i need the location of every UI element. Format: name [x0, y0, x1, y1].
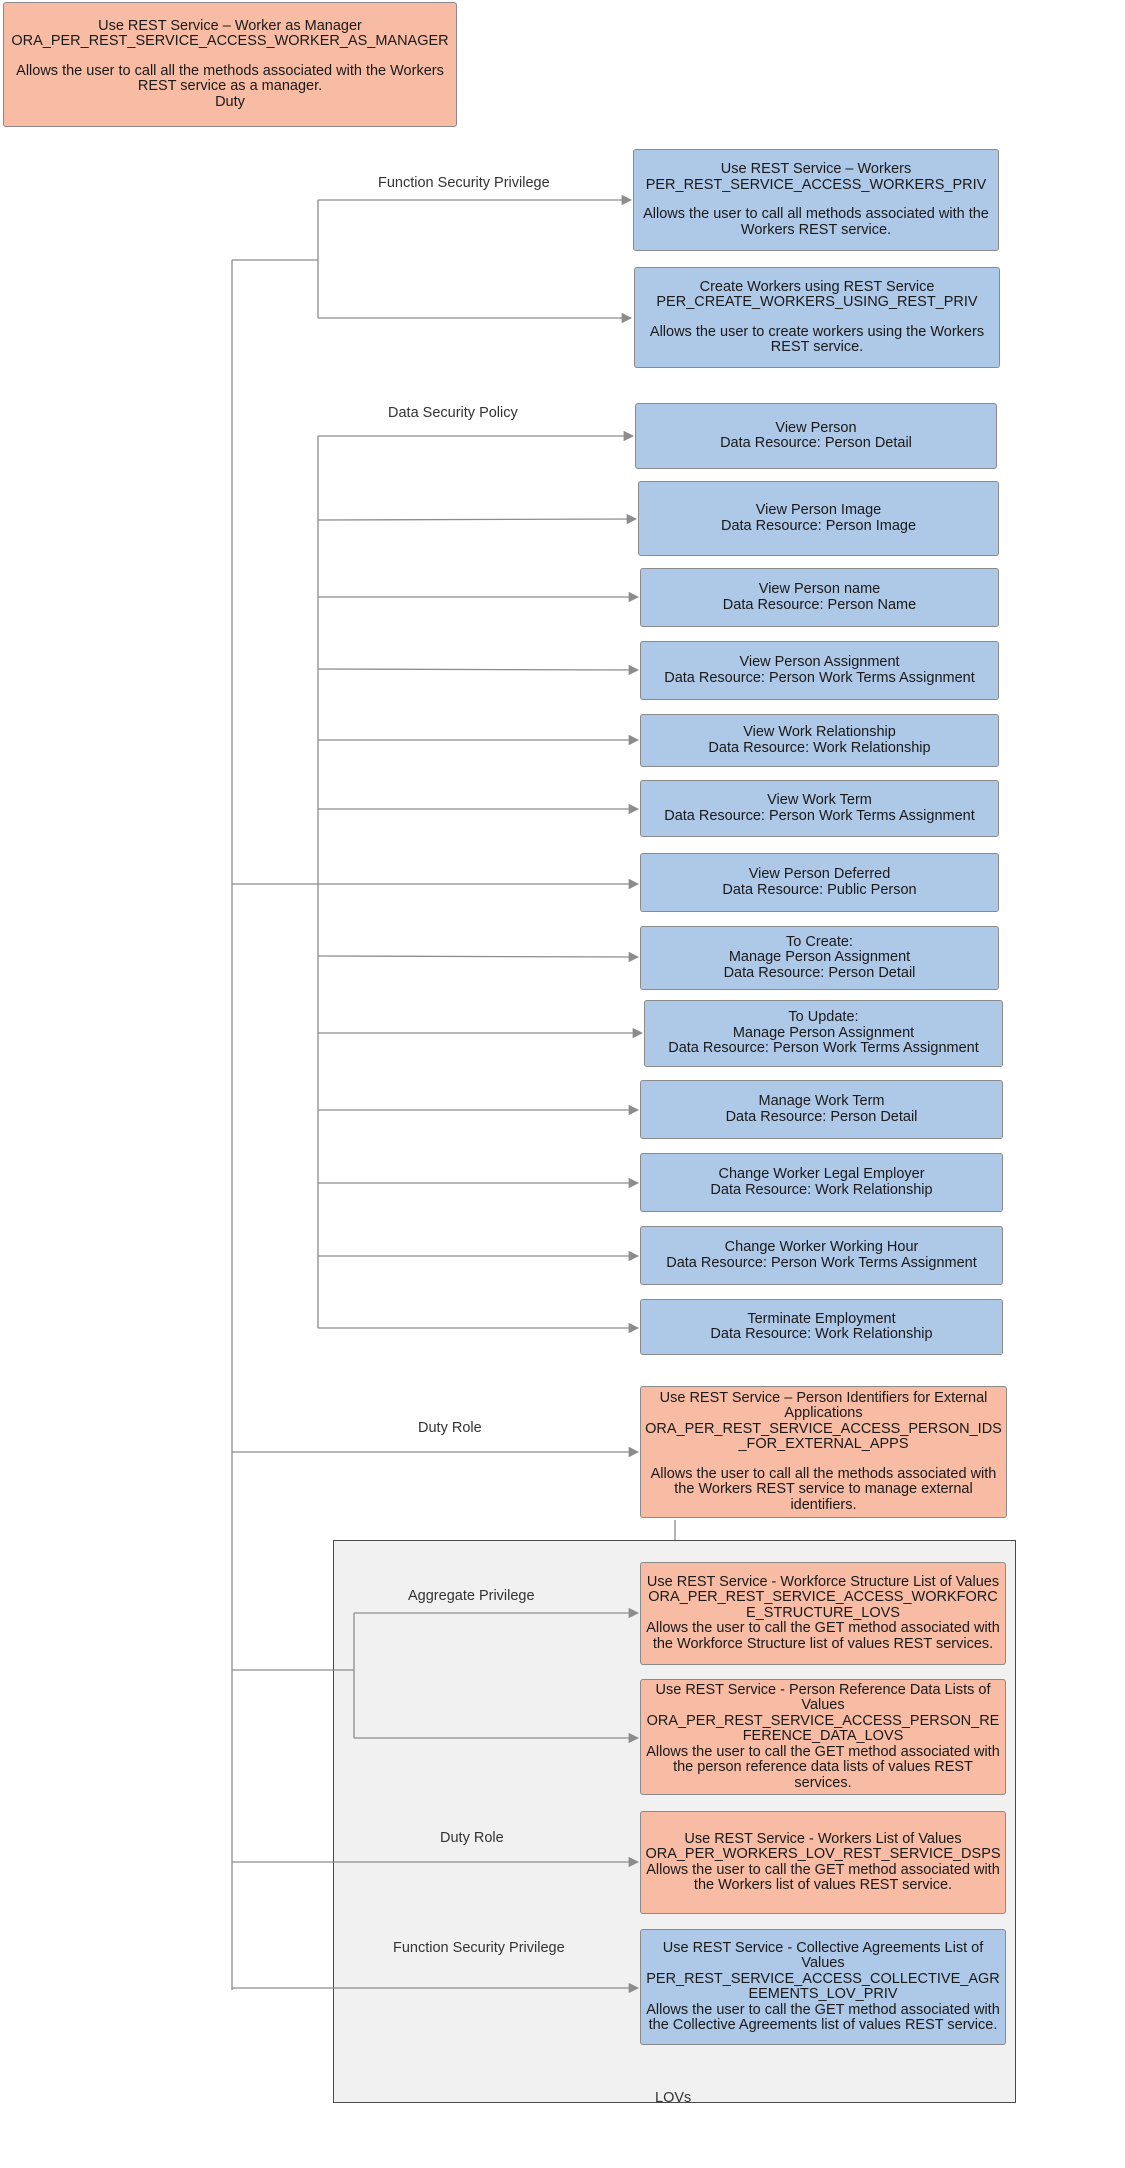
lov-code: ORA_PER_WORKERS_LOV_REST_SERVICE_DSPS	[645, 1846, 1001, 1862]
policy-box-change-working-hour[interactable]	[640, 1226, 1003, 1285]
privilege-name: Use REST Service – Workers	[720, 161, 912, 177]
policy-resource: Data Resource: Public Person	[722, 881, 917, 898]
policy-resource: Data Resource: Person Name	[722, 596, 917, 613]
label-duty-role: Duty Role	[418, 1420, 482, 1436]
policy-name: View Work Relationship	[743, 724, 896, 740]
duty-role-name: Use REST Service – Person Identifiers for External Applications	[659, 1389, 988, 1422]
privilege-name: Create Workers using REST Service	[699, 278, 935, 295]
policy-prefix: To Update:	[788, 1009, 859, 1026]
policy-resource: Data Resource: Person Work Terms Assignment	[668, 1040, 979, 1057]
policy-resource: Data Resource: Work Relationship	[710, 1326, 933, 1342]
privilege-box-workers-rest[interactable]	[633, 149, 999, 251]
policy-name: Terminate Employment	[747, 1310, 896, 1327]
lov-description: Allows the user to call the GET method associated with the Collective Agreements list of values REST service.	[646, 2001, 1000, 2033]
privilege-description: Allows the user to create workers using the Workers REST service.	[649, 323, 985, 355]
policy-name: View Person	[775, 419, 857, 436]
policy-box-change-legal-employer[interactable]	[640, 1153, 1003, 1212]
policy-resource: Data Resource: Work Relationship	[710, 1181, 933, 1198]
policy-name: Change Worker Legal Employer	[718, 1166, 925, 1182]
duty-title-code: ORA_PER_REST_SERVICE_ACCESS_WORKER_AS_MANAGER	[11, 33, 449, 50]
policy-name: View Person name	[758, 581, 881, 597]
privilege-description: Allows the user to call all methods associated with the Workers REST service.	[643, 206, 989, 238]
privilege-code: PER_CREATE_WORKERS_USING_REST_PRIV	[656, 294, 978, 310]
privilege-box-create-workers[interactable]	[634, 267, 1000, 368]
label-data-security-policy: Data Security Policy	[388, 405, 518, 421]
policy-resource: Data Resource: Person Work Terms Assignment	[664, 669, 975, 686]
lov-name: Use REST Service - Workers List of Values	[684, 1830, 962, 1847]
lov-box-person-reference-data[interactable]	[640, 1679, 1006, 1795]
lov-description: Allows the user to call the GET method associated with the Workforce Structure list of values REST services.	[646, 1620, 1000, 1652]
policy-name: View Person Image	[755, 502, 882, 518]
lov-name: Use REST Service - Person Reference Data Lists of Values	[655, 1681, 991, 1714]
lov-description: Allows the user to call the GET method associated with the Workers list of values REST service.	[646, 1861, 1000, 1893]
policy-box-view-person-image[interactable]	[638, 481, 999, 556]
label-function-security-privilege-2: Function Security Privilege	[393, 1940, 565, 1956]
duty-title-type: Duty	[215, 93, 245, 110]
lov-code: PER_REST_SERVICE_ACCESS_COLLECTIVE_AGREEMENTS_LOV_PRIV	[646, 1970, 1000, 2002]
lov-box-workers[interactable]	[640, 1811, 1006, 1914]
policy-box-view-person[interactable]	[635, 403, 997, 469]
policy-resource: Data Resource: Person Work Terms Assignment	[664, 807, 975, 824]
privilege-code: PER_REST_SERVICE_ACCESS_WORKERS_PRIV	[645, 176, 987, 193]
policy-resource: Data Resource: Person Detail	[723, 964, 916, 981]
policy-resource: Data Resource: Person Image	[720, 517, 917, 534]
lov-description: Allows the user to call the GET method associated with the person reference data lists of values REST services.	[646, 1743, 1000, 1791]
duty-title-box[interactable]	[3, 2, 457, 127]
lov-name: Use REST Service - Collective Agreements List of Values	[662, 1939, 984, 1971]
duty-role-description: Allows the user to call all the methods associated with the Workers REST service to manage external identifiers.	[650, 1465, 997, 1513]
policy-box-view-person-assignment[interactable]	[640, 641, 999, 700]
lov-code: ORA_PER_REST_SERVICE_ACCESS_PERSON_REFERENCE_DATA_LOVS	[646, 1712, 1000, 1745]
policy-name: Manage Work Term	[758, 1093, 885, 1109]
policy-resource: Data Resource: Work Relationship	[708, 739, 931, 756]
policy-box-view-work-term[interactable]	[640, 780, 999, 837]
policy-resource: Data Resource: Person Detail	[720, 435, 912, 451]
policy-box-create-person-assignment[interactable]	[640, 926, 999, 990]
policy-name: Manage Person Assignment	[732, 1024, 915, 1041]
duty-role-box-person-identifiers[interactable]	[640, 1386, 1007, 1518]
label-aggregate-privilege: Aggregate Privilege	[408, 1588, 535, 1604]
lov-code: ORA_PER_REST_SERVICE_ACCESS_WORKFORCE_STRUCTURE_LOVS	[648, 1589, 998, 1621]
lov-box-collective-agreements[interactable]	[640, 1929, 1006, 2045]
policy-name: View Person Deferred	[748, 866, 891, 882]
policy-name: Manage Person Assignment	[728, 949, 911, 966]
policy-resource: Data Resource: Person Detail	[725, 1108, 918, 1125]
lovs-group-label: LOVs	[655, 2090, 692, 2106]
policy-resource: Data Resource: Person Work Terms Assignment	[666, 1254, 977, 1271]
policy-box-terminate-employment[interactable]	[640, 1299, 1003, 1355]
lov-box-workforce-structure[interactable]	[640, 1562, 1006, 1665]
duty-title-description: Allows the user to call all the methods associated with the Workers REST service as a manager.	[16, 62, 444, 95]
policy-box-update-person-assignment[interactable]	[644, 1000, 1003, 1067]
label-duty-role-2: Duty Role	[440, 1830, 504, 1846]
policy-name: View Work Term	[767, 792, 872, 808]
policy-box-view-work-relationship[interactable]	[640, 714, 999, 767]
policy-box-manage-work-term[interactable]	[640, 1080, 1003, 1139]
policy-name: View Person Assignment	[739, 654, 900, 670]
policy-box-view-person-name[interactable]	[640, 568, 999, 627]
policy-prefix: To Create:	[786, 933, 853, 950]
policy-box-view-person-deferred[interactable]	[640, 853, 999, 912]
duty-role-code: ORA_PER_REST_SERVICE_ACCESS_PERSON_IDS_FOR_EXTERNAL_APPS	[645, 1420, 1002, 1453]
lov-name: Use REST Service - Workforce Structure List of Values	[646, 1573, 1000, 1590]
duty-title-name: Use REST Service – Worker as Manager	[98, 17, 362, 34]
label-function-security-privilege: Function Security Privilege	[378, 175, 550, 191]
policy-name: Change Worker Working Hour	[724, 1239, 919, 1255]
